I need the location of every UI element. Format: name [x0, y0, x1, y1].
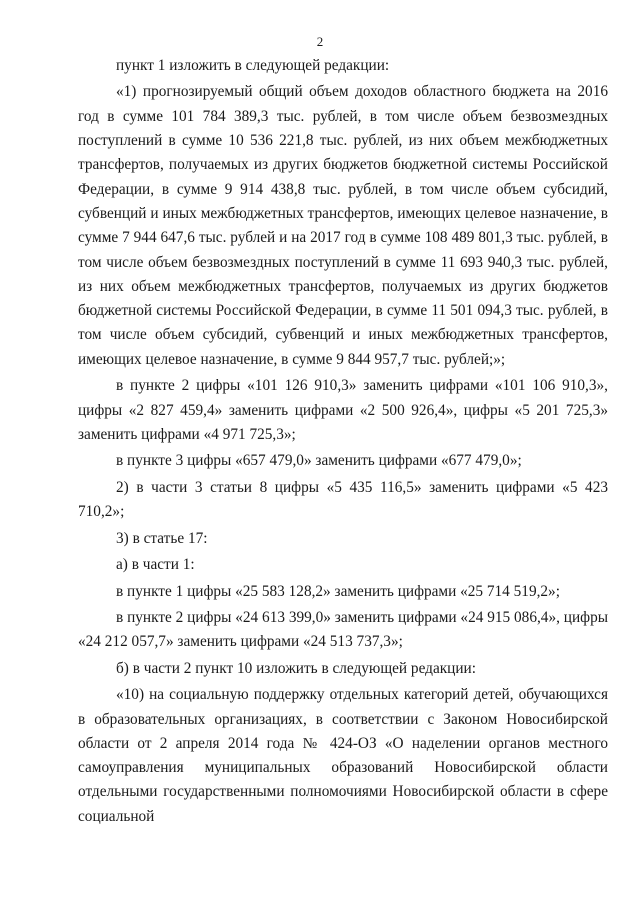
paragraph-part-2-heading: б) в части 2 пункт 10 изложить в следующей редакции: [116, 659, 476, 677]
document-body [78, 54, 608, 831]
paragraph-article-17-heading: 3) в статье 17: [116, 529, 208, 547]
paragraph-point-3-amendment: в пункте 3 цифры «657 479,0» заменить цифрами «677 479,0»; [116, 452, 522, 470]
paragraph-part-1-heading: а) в части 1: [116, 556, 195, 574]
paragraph-intro: пункт 1 изложить в следующей редакции: [116, 57, 390, 74]
paragraph-social-support: «10) на социальную поддержку отдельных категорий детей, обучающихся в образовательных организациях, в соответствии с Законом Новосибирской области от 2 апреля 2014 года № 424-ОЗ «О наделении органов местного самоуправления муниципальных образований Новосибирской области отдельными государственными полномочиями Новосибирской области в сфере социальной [78, 686, 608, 825]
paragraph-revenue-forecast: «1) прогнозируемый общий объем доходов областного бюджета на 2016 год в сумме 101 784 389,3 тыс. рублей, в том числе объем безвозмездных поступлений в сумме 10 536 221,8 тыс. рублей, из них объем межбюджетных трансфертов, получаемых из других бюджетов бюджетной системы Российской Федерации, в сумме 9 914 438,8 тыс. рублей, в том числе объем субсидий, субвенций и иных межбюджетных трансфертов, имеющих целевое назначение, в сумме 7 944 647,6 тыс. рублей и на 2017 год в сумме 108 489 801,3 тыс. рублей, в том числе объем безвозмездных поступлений в сумме 11 693 940,3 тыс. рублей, из них объем межбюджетных трансфертов, получаемых из других бюджетов бюджетной системы Российской Федерации, в сумме 11 501 094,3 тыс. рублей, в том числе объем субсидий, субвенций и иных межбюджетных трансфертов, имеющих целевое назначение, в сумме 9 844 957,7 тыс. рублей;»; [78, 83, 608, 368]
page-number: 2 [316, 34, 324, 49]
paragraph-point-2-amendment: в пункте 2 цифры «101 126 910,3» заменить цифрами «101 106 910,3», цифры «2 827 459,4» заменить цифрами «2 500 926,4», цифры «5 201 725,3» заменить цифрами «4 971 725,3»; [78, 377, 608, 443]
paragraph-part-1-point-1: в пункте 1 цифры «25 583 128,2» заменить цифрами «25 714 519,2»; [116, 582, 560, 600]
paragraph-part-1-point-2: в пункте 2 цифры «24 613 399,0» заменить цифрами «24 915 086,4», цифры «24 212 057,7» заменить цифрами «24 513 737,3»; [78, 609, 608, 651]
paragraph-article-8-amendment: 2) в части 3 статьи 8 цифры «5 435 116,5» заменить цифрами «5 423 710,2»; [78, 478, 608, 521]
